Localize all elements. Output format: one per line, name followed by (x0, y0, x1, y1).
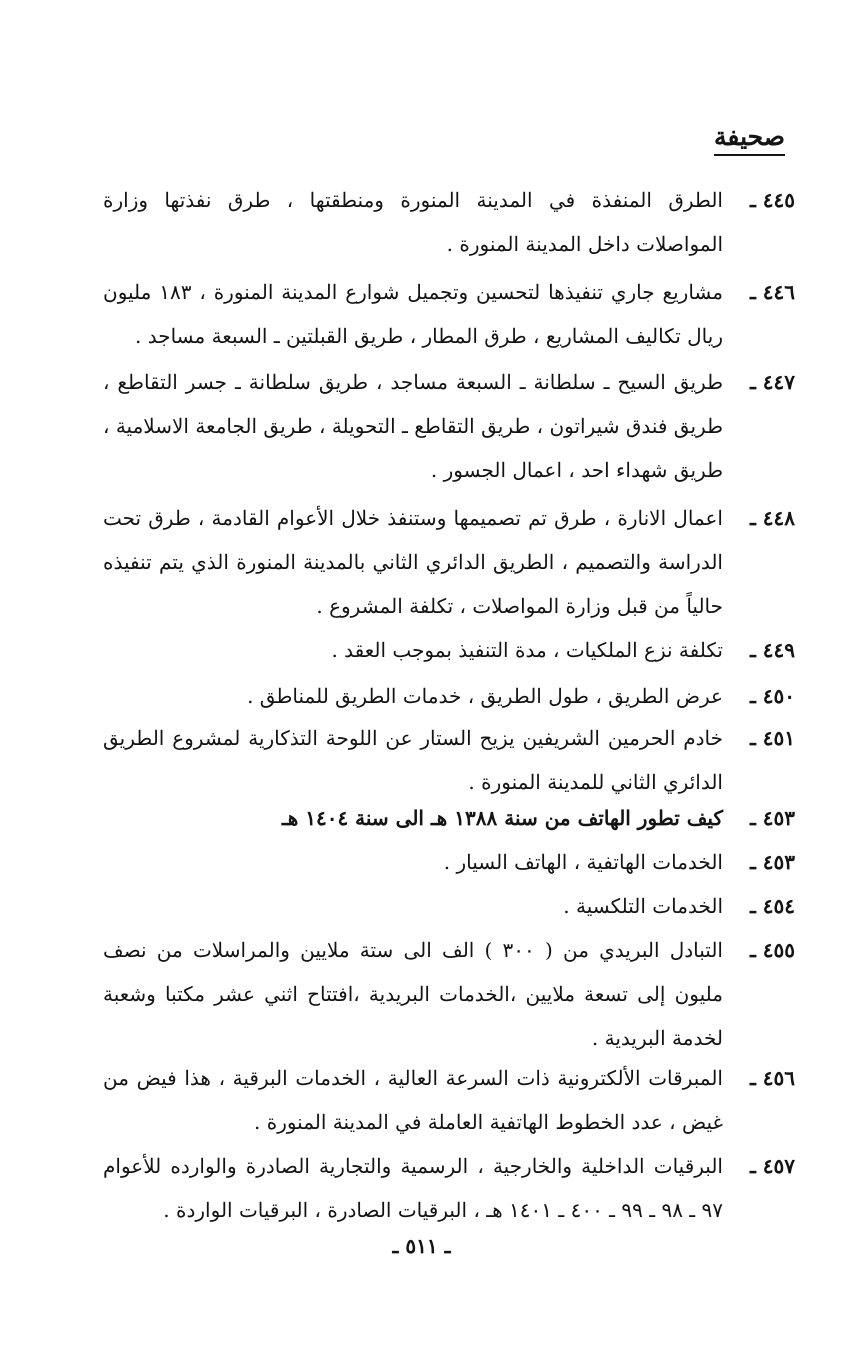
entry-text: عرض الطريق ، طول الطريق ، خدمات الطريق للمناطق . (247, 684, 723, 708)
index-entry-455 (103, 928, 795, 1060)
entry-number: ٤٥٣ ـ (749, 850, 795, 874)
entry-text: الخدمات التلكسية . (563, 894, 723, 918)
index-entry-447 (103, 360, 795, 492)
index-entry-454 (103, 884, 795, 928)
entry-text: المبرقات الألكترونية ذات السرعة العالية ، الخدمات البرقية ، هذا فيض من غيض ، عدد الخطوط الهاتفية العاملة في المدينة المنورة . (103, 1066, 723, 1134)
entry-number: ٤٤٥ ـ (749, 188, 795, 212)
entry-text: تكلفة نزع الملكيات ، مدة التنفيذ بموجب العقد . (331, 638, 723, 662)
entry-number: ٤٤٨ ـ (749, 506, 795, 530)
entry-text: التبادل البريدي من ( ٣٠٠ ) الف الى ستة ملايين والمراسلات من نصف مليون إلى تسعة ملايين ،الخدمات البريدية ،افتتاح اثني عشر مكتبا وشعبة لخدمة البريدية . (103, 938, 723, 1050)
index-entry-449 (103, 628, 795, 672)
entry-number: ٤٤٧ ـ (749, 370, 795, 394)
entry-number: ٤٥٦ ـ (749, 1066, 795, 1090)
entry-number: ٤٥٣ ـ (749, 806, 795, 830)
entry-text: خادم الحرمين الشريفين يزيح الستار عن اللوحة التذكارية لمشروع الطريق الدائري الثاني للمدينة المنورة . (103, 726, 723, 794)
index-entry-451 (103, 716, 795, 804)
page-number: ـ ٥١١ ـ (392, 1234, 451, 1258)
index-entry-453 (103, 840, 795, 884)
entry-number: ٤٤٦ ـ (749, 280, 795, 304)
entry-text: الطرق المنفذة في المدينة المنورة ومنطقتها ، طرق نفذتها وزارة المواصلات داخل المدينة المنورة . (103, 188, 723, 256)
entry-text: طريق السيح ـ سلطانة ـ السبعة مساجد ، طريق سلطانة ـ جسر التقاطع ، طريق فندق شيراتون ، طريق التقاطع ـ التحويلة ، طريق الجامعة الاسلامية ، طريق شهداء احد ، اعمال الجسور . (103, 370, 723, 482)
index-entry-445 (103, 178, 795, 266)
entry-number: ٤٥٧ ـ (749, 1154, 795, 1178)
entry-number: ٤٥١ ـ (749, 726, 795, 750)
index-entry-446 (103, 270, 795, 358)
entry-text: كيف تطور الهاتف من سنة ١٣٨٨ هـ الى سنة ١٤٠٤ هـ (281, 806, 723, 830)
index-entry-453-heading (103, 796, 795, 840)
entry-text: الخدمات الهاتفية ، الهاتف السيار . (443, 850, 723, 874)
entry-number: ٤٥٥ ـ (749, 938, 795, 962)
page-column-label: صحيفة (714, 122, 785, 156)
entry-number: ٤٥٤ ـ (749, 894, 795, 918)
index-entry-450 (103, 674, 795, 718)
entry-text: البرقيات الداخلية والخارجية ، الرسمية والتجارية الصادرة والوارده للأعوام ٩٧ ـ ٩٨ ـ ٩٩ ـ ٤٠٠ ـ ١٤٠١ هـ ، البرقيات الصادرة ، البرقيات الواردة . (103, 1154, 723, 1222)
index-entry-448 (103, 496, 795, 628)
entry-number: ٤٥٠ ـ (749, 684, 795, 708)
index-entry-457 (103, 1144, 795, 1232)
entry-text: مشاريع جاري تنفيذها لتحسين وتجميل شوارع المدينة المنورة ، ١٨٣ مليون ريال تكاليف المشاريع ، طرق المطار ، طريق القبلتين ـ السبعة مساجد . (103, 280, 723, 348)
index-entry-456 (103, 1056, 795, 1144)
entry-text: اعمال الانارة ، طرق تم تصميمها وستنفذ خلال الأعوام القادمة ، طرق تحت الدراسة والتصميم ، الطريق الدائري الثاني بالمدينة المنورة الذي يتم تنفيذه حالياً من قبل وزارة المواصلات ، تكلفة المشروع . (103, 506, 723, 618)
entry-number: ٤٤٩ ـ (749, 638, 795, 662)
